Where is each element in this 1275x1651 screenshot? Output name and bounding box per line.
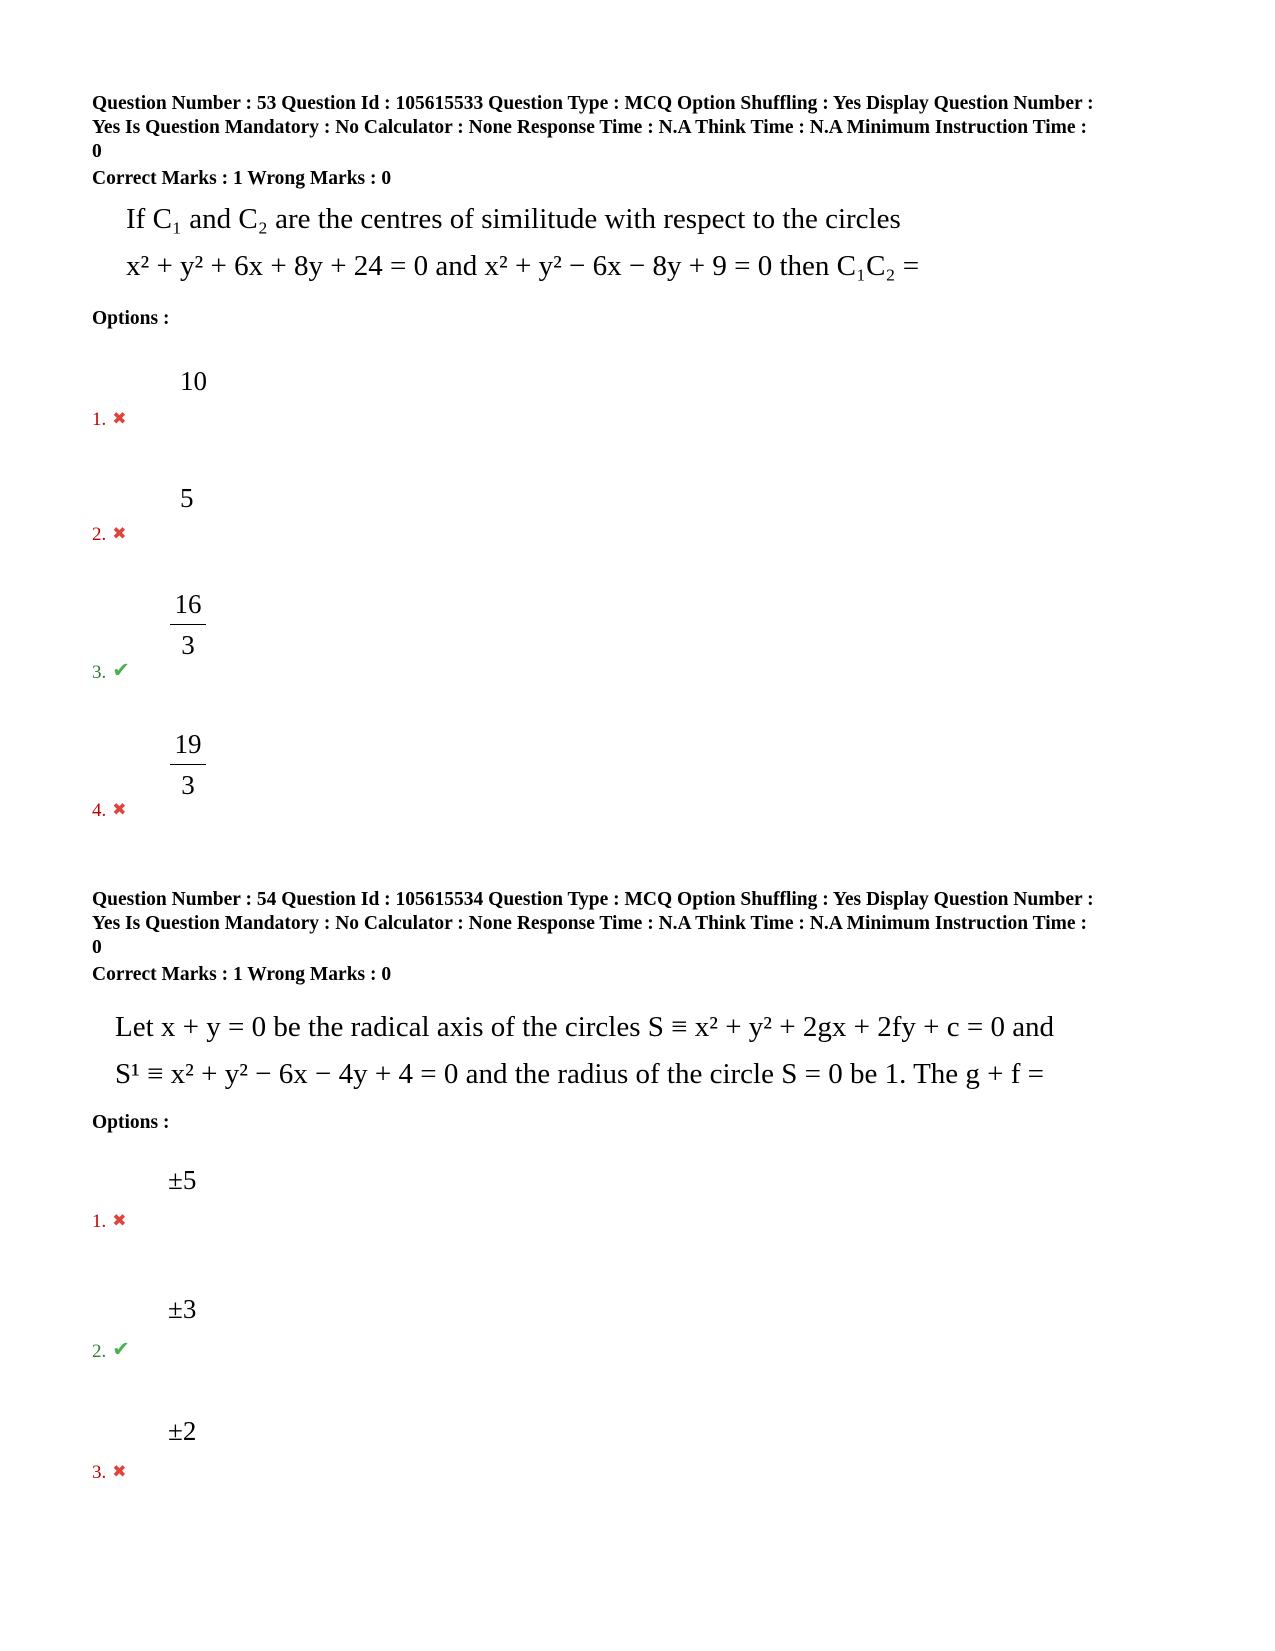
option-number[interactable]: [92, 408, 127, 431]
option-fraction: [170, 588, 206, 663]
fraction-numerator: 16: [170, 588, 206, 625]
option-fraction: [170, 728, 206, 803]
options-label: Options :: [92, 308, 170, 329]
question-stem-line2: S¹ ≡ x² + y² − 6x − 4y + 4 = 0 and the radius of the circle S = 0 be 1. The g + f =: [115, 1058, 1045, 1090]
option-value: ±3: [168, 1294, 197, 1324]
question-53-stem: [126, 196, 919, 290]
fraction-numerator: 19: [170, 728, 206, 765]
check-icon: ✔: [112, 658, 130, 682]
question-header-line3: 0: [92, 141, 102, 162]
question-stem-line2: x² + y² + 6x + 8y + 24 = 0 and x² + y² − 6x − 8y + 9 = 0 then C₁C₂ =: [126, 250, 920, 282]
cross-icon: ✖: [112, 409, 127, 428]
option-value: ±2: [168, 1416, 197, 1446]
question-marks: Correct Marks : 1 Wrong Marks : 0: [92, 168, 392, 189]
check-icon: ✔: [112, 1337, 130, 1361]
question-header-line1: Question Number : 53 Question Id : 105615533 Question Type : MCQ Option Shuffling : Yes Display Question Number :: [92, 93, 1094, 114]
option-value: 5: [180, 483, 194, 513]
option-number-label: 1.: [92, 409, 107, 430]
cross-icon: ✖: [112, 800, 127, 819]
fraction-denominator: 3: [181, 770, 195, 800]
question-header-line2: Yes Is Question Mandatory : No Calculator : None Response Time : N.A Think Time : N.A Minimum Instruction Time :: [92, 913, 1087, 934]
cross-icon: ✖: [112, 1462, 127, 1481]
question-header-line1: Question Number : 54 Question Id : 105615534 Question Type : MCQ Option Shuffling : Yes Display Question Number :: [92, 889, 1094, 910]
question-stem-line1: If C₁ and C₂ are the centres of similitude with respect to the circles: [126, 203, 901, 235]
question-54: [92, 888, 1192, 987]
option-number[interactable]: [92, 659, 130, 684]
question-header-line3: 0: [92, 937, 102, 958]
cross-icon: ✖: [112, 524, 127, 543]
option-number[interactable]: [92, 1461, 127, 1484]
option-value: ±5: [168, 1165, 197, 1195]
question-header-line2: Yes Is Question Mandatory : No Calculator : None Response Time : N.A Think Time : N.A Minimum Instruction Time :: [92, 117, 1087, 138]
question-54-stem: [115, 1004, 1054, 1098]
question-53: [92, 92, 1192, 191]
question-marks: Correct Marks : 1 Wrong Marks : 0: [92, 964, 392, 985]
option-number[interactable]: [92, 1210, 127, 1233]
option-number-label: 2.: [92, 524, 107, 545]
option-number[interactable]: [92, 1338, 130, 1363]
cross-icon: ✖: [112, 1211, 127, 1230]
option-number-label: 2.: [92, 1341, 107, 1362]
option-number[interactable]: [92, 799, 127, 822]
option-value: 10: [180, 366, 207, 396]
option-number[interactable]: [92, 523, 127, 546]
fraction-denominator: 3: [181, 630, 195, 660]
option-number-label: 3.: [92, 662, 107, 683]
option-number-label: 3.: [92, 1462, 107, 1483]
option-number-label: 1.: [92, 1211, 107, 1232]
option-number-label: 4.: [92, 800, 107, 821]
options-label: Options :: [92, 1112, 170, 1133]
question-stem-line1: Let x + y = 0 be the radical axis of the circles S ≡ x² + y² + 2gx + 2fy + c = 0 and: [115, 1011, 1055, 1043]
